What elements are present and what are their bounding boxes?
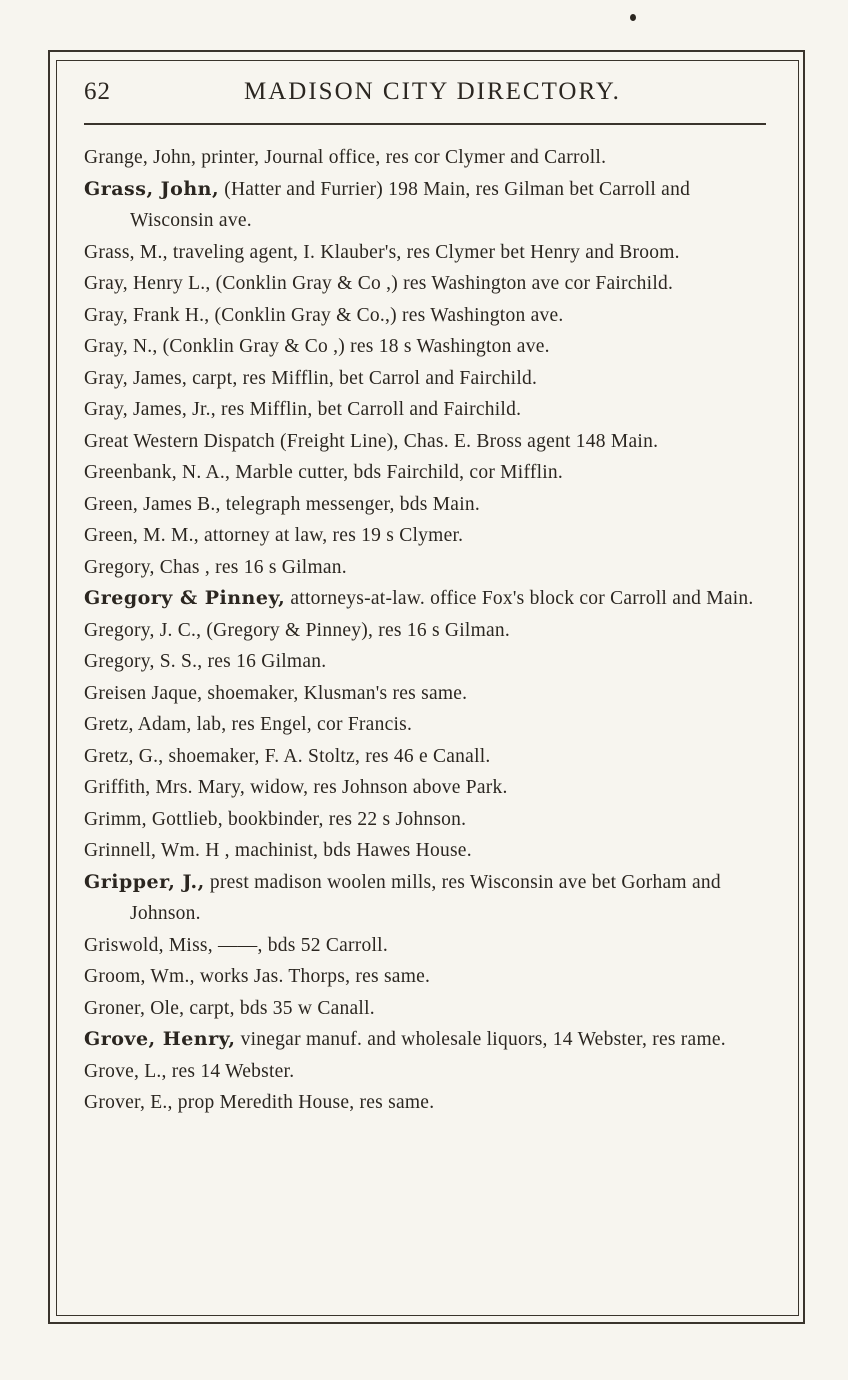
directory-title: MADISON CITY DIRECTORY.: [244, 78, 621, 105]
entry-text: Gray, James, Jr., res Mifflin, bet Carroll and Fairchild.: [84, 399, 522, 420]
directory-entry: [84, 930, 774, 962]
entry-text: Greisen Jaque, shoemaker, Klusman's res same.: [84, 682, 468, 704]
directory-entry: [84, 457, 774, 489]
entry-bold-name: Grass, John,: [84, 177, 220, 200]
directory-entry: [84, 804, 774, 836]
entry-text: Grove, L., res 14 Webster.: [84, 1060, 295, 1082]
directory-entry: [84, 142, 774, 174]
page-header: [84, 78, 774, 110]
directory-entry: [84, 867, 774, 930]
entry-bold-name: Gregory & Pinney,: [84, 587, 286, 609]
entry-bold-name: Gripper, J.,: [84, 870, 205, 893]
entry-text: vinegar manuf. and wholesale liquors, 14 Webster, res rame.: [235, 1029, 726, 1050]
entry-text: Griswold, Miss, ——, bds 52 Carroll.: [84, 934, 388, 956]
directory-entry: [84, 1087, 774, 1119]
directory-entry: [84, 772, 774, 804]
entry-text: Griffith, Mrs. Mary, widow, res Johnson above Park.: [84, 777, 508, 798]
entry-text: Grimm, Gottlieb, bookbinder, res 22 s Johnson.: [84, 808, 467, 830]
directory-entry: [84, 331, 774, 363]
directory-entry: [84, 237, 774, 269]
directory-entry: [84, 268, 774, 300]
top-border-rule: [48, 50, 805, 52]
directory-entry: [84, 363, 774, 395]
entry-text: Groner, Ole, carpt, bds 35 w Canall.: [84, 997, 375, 1019]
directory-entry: [84, 174, 774, 237]
entry-text: Gray, Henry L., (Conklin Gray & Co ,) res Washington ave cor Fairchild.: [84, 273, 674, 294]
entry-text: Gregory, Chas , res 16 s Gilman.: [84, 556, 347, 578]
entry-text: Green, M. M., attorney at law, res 19 s Clymer.: [84, 525, 464, 546]
header-rule: [84, 123, 766, 125]
directory-entry: [84, 709, 774, 741]
directory-entry: [84, 1056, 774, 1088]
entry-bold-name: Grove, Henry,: [84, 1028, 236, 1050]
bottom-border-rule: [48, 1322, 805, 1324]
directory-entry: [84, 520, 774, 552]
entry-text: Greenbank, N. A., Marble cutter, bds Fairchild, cor Mifflin.: [84, 462, 564, 483]
page-number: 62: [84, 78, 111, 105]
entry-text: Grinnell, Wm. H , machinist, bds Hawes House.: [84, 840, 472, 861]
entry-text: attorneys-at-law. office Fox's block cor Carroll and Main.: [285, 588, 754, 609]
directory-entry: [84, 678, 774, 710]
entry-text: Grange, John, printer, Journal office, res cor Clymer and Carroll.: [84, 147, 607, 168]
entry-text: Grass, M., traveling agent, I. Klauber's, res Clymer bet Henry and Broom.: [84, 241, 680, 263]
directory-entry: [84, 489, 774, 521]
directory-entry: [84, 583, 774, 615]
entry-text: (Hatter and Furrier) 198 Main, res Gilman bet Carroll and Wisconsin ave.: [130, 178, 691, 231]
directory-entry: [84, 615, 774, 647]
entry-text: Groom, Wm., works Jas. Thorps, res same.: [84, 966, 431, 987]
entry-text: prest madison woolen mills, res Wisconsin ave bet Gorham and Johnson.: [130, 871, 721, 924]
directory-entry: [84, 394, 774, 426]
entry-text: Gray, James, carpt, res Mifflin, bet Carrol and Fairchild.: [84, 367, 538, 389]
entry-text: Gray, N., (Conklin Gray & Co ,) res 18 s Washington ave.: [84, 336, 550, 357]
entry-text: Gray, Frank H., (Conklin Gray & Co.,) res Washington ave.: [84, 304, 564, 326]
entry-text: Gregory, S. S., res 16 Gilman.: [84, 651, 327, 672]
directory-entry: [84, 1024, 774, 1056]
entry-text: Grover, E., prop Meredith House, res same.: [84, 1092, 435, 1113]
entry-text: Gretz, G., shoemaker, F. A. Stoltz, res 46 e Canall.: [84, 745, 491, 767]
left-border-rule: [48, 50, 50, 1324]
entry-text: Green, James B., telegraph messenger, bds Main.: [84, 493, 480, 515]
ink-speck: [630, 14, 636, 21]
directory-entry: [84, 552, 774, 584]
entry-text: Gregory, J. C., (Gregory & Pinney), res 16 s Gilman.: [84, 619, 511, 641]
entry-text: Gretz, Adam, lab, res Engel, cor Francis.: [84, 714, 413, 735]
directory-entry: [84, 835, 774, 867]
entry-text: Great Western Dispatch (Freight Line), Chas. E. Bross agent 148 Main.: [84, 430, 659, 452]
directory-entry: [84, 741, 774, 773]
directory-entry: [84, 426, 774, 458]
directory-entry: [84, 993, 774, 1025]
directory-entry: [84, 300, 774, 332]
directory-entry: [84, 646, 774, 678]
directory-entries: [84, 142, 774, 1119]
directory-entry: [84, 961, 774, 993]
right-border-rule: [803, 50, 805, 1324]
